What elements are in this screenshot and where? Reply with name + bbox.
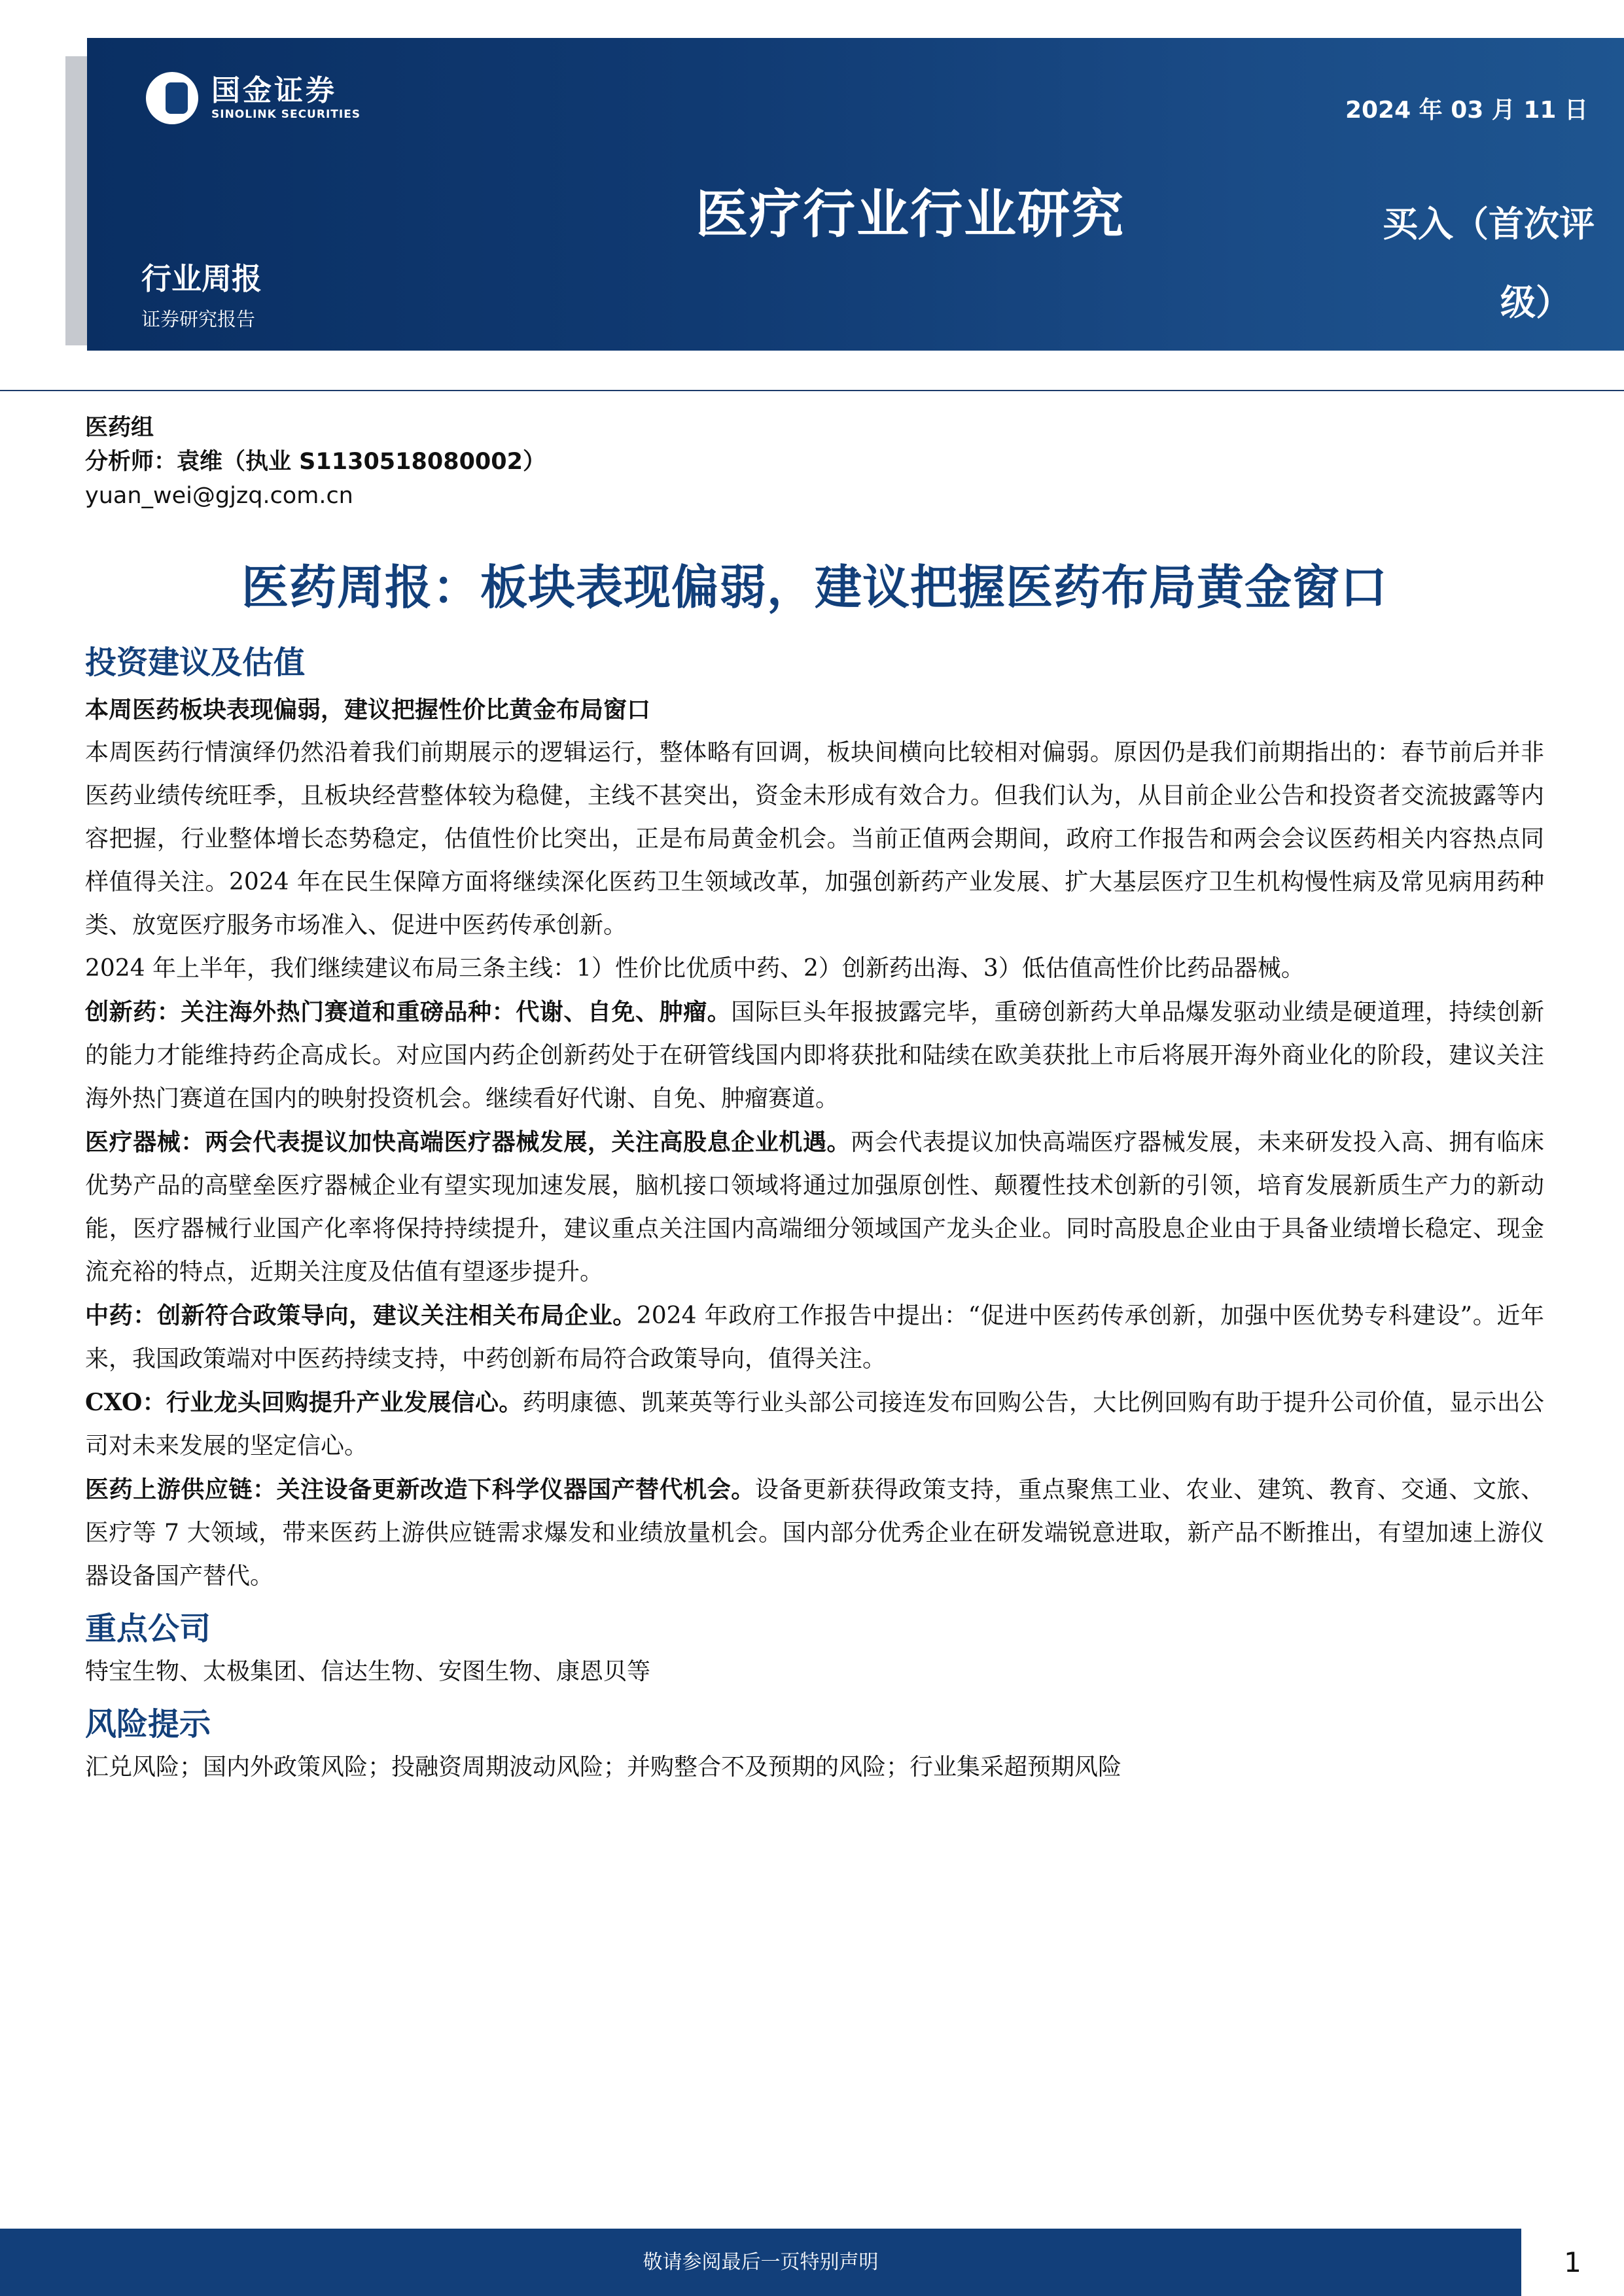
risk-warning-text: 汇兑风险；国内外政策风险；投融资周期波动风险；并购整合不及预期的风险；行业集采超预期风险 xyxy=(85,1754,1122,1781)
key-companies-list: 特宝生物、太极集团、信达生物、安图生物、康恩贝等 xyxy=(85,1658,651,1685)
report-date: 2024 年 03 月 11 日 xyxy=(1345,97,1588,124)
medical-devices-lead: 医疗器械：两会代表提议加快高端医疗器械发展，关注高股息企业机遇。 xyxy=(85,1128,851,1156)
innovative-drugs-lead: 创新药：关注海外热门赛道和重磅品种：代谢、自免、肿瘤。 xyxy=(85,998,732,1026)
disclaimer-note: 敬请参阅最后一页特别声明 xyxy=(643,2251,879,2274)
rating-line-1: 买入（首次评 xyxy=(1383,203,1595,245)
logo-english-name: SINOLINK SECURITIES xyxy=(211,108,361,121)
paragraph-market-review: 本周医药行情演绎仍然沿着我们前期展示的逻辑运行，整体略有回调，板块间横向比较相对偏弱。原因仍是我们前期指出的：春节前后并非医药业绩传统旺季，且板块经营整体较为稳健，主线不甚突出，资金未形成有效合力。但我们认为，从目前企业公告和投资者交流披露等内容把握，行业整体增长态势稳定，估值性价比突出，正是布局黄金机会。当前正值两会期间，政府工作报告和两会会议医药相关内容热点同样值得关注。2024 年在民生保障方面将继续深化医药卫生领域改革，加强创新药产业发展、扩大基层医疗卫生机构慢性病及常见病用药种类、放宽医疗服务市场准入、促进中医药传承创新。 xyxy=(85,739,1544,939)
analyst-email[interactable]: yuan_wei@gjzq.com.cn xyxy=(85,483,353,509)
logo-mark-icon xyxy=(146,72,198,124)
paragraph-upstream-supply xyxy=(85,1468,1544,1598)
report-main-title: 医药周报：板块表现偏弱，建议把握医药布局黄金窗口 xyxy=(241,560,1388,615)
analyst-group: 医药组 xyxy=(85,415,154,441)
rating xyxy=(1383,185,1624,342)
company-logo xyxy=(146,72,361,124)
tcm-text: 2024 年政府工作报告中提出：“促进中医药传承创新，加强中医优势专科建设”。近年来，我国政策端对中医药持续支持，中药创新布局符合政策导向，值得关注。 xyxy=(85,1302,1544,1372)
heading-risk-warning: 风险提示 xyxy=(85,1706,211,1743)
upstream-supply-lead: 医药上游供应链：关注设备更新改造下科学仪器国产替代机会。 xyxy=(85,1476,755,1503)
report-type: 行业周报 xyxy=(141,261,262,296)
paragraph-medical-devices xyxy=(85,1121,1544,1294)
page-number: 1 xyxy=(1564,2246,1581,2278)
report-body xyxy=(85,641,1544,1789)
report-header xyxy=(65,38,1624,345)
paragraph-innovative-drugs xyxy=(85,990,1544,1121)
paragraph-cxo xyxy=(85,1381,1544,1468)
analyst-name: 分析师：袁维（执业 S1130518080002） xyxy=(85,449,546,475)
medical-devices-text: 两会代表提议加快高端医疗器械发展，未来研发投入高、拥有临床优势产品的高壁垒医疗器械企业有望实现加速发展，脑机接口领域将通过加强原创性、颠覆性技术创新的引领，培育发展新质生产力的新动能，医疗器械行业国产化率将保持持续提升，建议重点关注国内高端细分领域国产龙头企业。同时高股息企业由于具备业绩增长稳定、现金流充裕的特点，近期关注度及估值有望逐步提升。 xyxy=(85,1129,1544,1285)
header-divider xyxy=(0,390,1624,391)
report-subtype: 证券研究报告 xyxy=(141,308,256,330)
upstream-supply-text: 设备更新获得政策支持，重点聚焦工业、农业、建筑、教育、交通、文旅、医疗等 7 大领域，带来医药上游供应链需求爆发和业绩放量机会。国内部分优秀企业在研发端锐意进取，新产品不断推出，有望加速上游仪器设备国产替代。 xyxy=(85,1476,1544,1590)
cxo-lead: CXO：行业龙头回购提升产业发展信心。 xyxy=(85,1389,523,1416)
paragraph-tcm xyxy=(85,1294,1544,1381)
page-footer xyxy=(0,2229,1624,2296)
tcm-lead: 中药：创新符合政策导向，建议关注相关布局企业。 xyxy=(85,1302,637,1329)
heading-key-companies: 重点公司 xyxy=(85,1610,211,1647)
paragraph-main-lines: 2024 年上半年，我们继续建议布局三条主线：1）性价比优质中药、2）创新药出海、3）低估值高性价比药品器械。 xyxy=(85,955,1305,982)
investment-subheading: 本周医药板块表现偏弱，建议把握性价比黄金布局窗口 xyxy=(85,696,651,723)
industry-title: 医疗行业行业研究 xyxy=(696,184,1125,245)
cxo-text: 药明康德、凯莱英等行业头部公司接连发布回购公告，大比例回购有助于提升公司价值，显示出公司对未来发展的坚定信心。 xyxy=(85,1389,1544,1459)
analyst-info xyxy=(85,411,546,513)
header-band xyxy=(87,38,1624,351)
rating-line-2: 级） xyxy=(1500,282,1571,323)
innovative-drugs-text: 国际巨头年报披露完毕，重磅创新药大单品爆发驱动业绩是硬道理，持续创新的能力才能维持药企高成长。对应国内药企创新药处于在研管线国内即将获批和陆续在欧美获批上市后将展开海外商业化的阶段，建议关注海外热门赛道在国内的映射投资机会。继续看好代谢、自免、肿瘤赛道。 xyxy=(85,999,1544,1112)
logo-chinese-name: 国金证券 xyxy=(211,74,337,107)
heading-investment-advice: 投资建议及估值 xyxy=(85,644,306,681)
